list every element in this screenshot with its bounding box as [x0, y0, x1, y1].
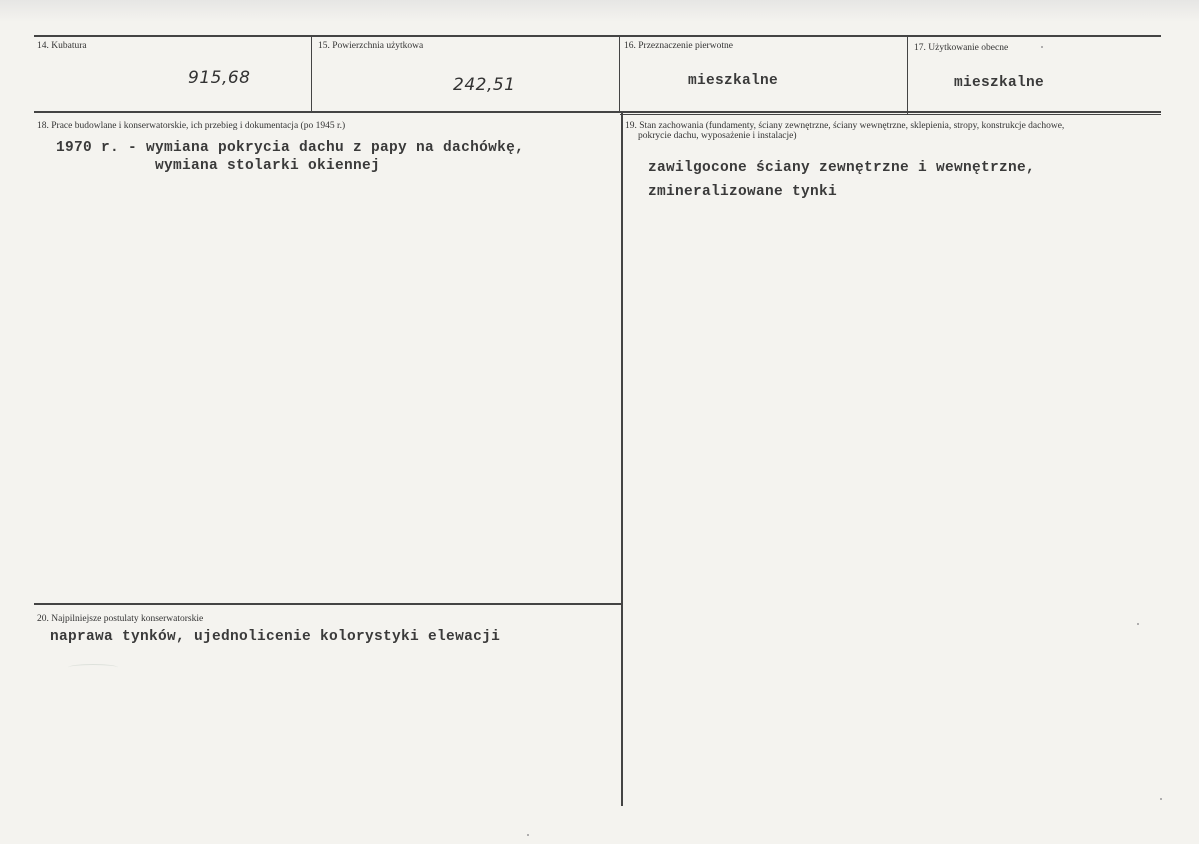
field14-value: 915,68: [188, 68, 251, 88]
field15-label: 15. Powierzchnia użytkowa: [318, 41, 424, 51]
field17-value: mieszkalne: [954, 75, 1045, 91]
faint-smudge: [68, 664, 118, 671]
speck-mark: [527, 834, 529, 836]
row1-bottom-line-right: [620, 114, 1161, 115]
divider-14-15: [311, 35, 312, 112]
field18-label: 18. Prace budowlane i konserwatorskie, ich przebieg i dokumentacja (po 1945 r.): [37, 121, 346, 131]
divider-15-16: [619, 35, 620, 112]
field20-line1: naprawa tynków, ujednolicenie kolorystyki elewacji: [50, 629, 501, 645]
speck-mark: [1137, 623, 1139, 625]
field20-label: 20. Najpilniejsze postulaty konserwatorskie: [37, 614, 204, 624]
field19-label-line2: pokrycie dachu, wyposażenie i instalacje): [638, 131, 797, 141]
row1-bottom-line: [34, 111, 1161, 113]
field16-label: 16. Przeznaczenie pierwotne: [624, 41, 733, 51]
field17-label: 17. Użytkowanie obecne: [914, 43, 1009, 53]
field19-line1: zawilgocone ściany zewnętrzne i wewnętrzne,: [648, 160, 1036, 176]
speck-mark: [1041, 46, 1043, 48]
speck-mark: [1160, 798, 1162, 800]
field19-label-line1: 19. Stan zachowania (fundamenty, ściany zewnętrzne, ściany wewnętrzne, sklepienia, stropy, konstrukcje dachowe,: [625, 121, 1065, 131]
field16-value: mieszkalne: [688, 73, 779, 89]
center-divider: [621, 112, 623, 806]
field18-line2: wymiana stolarki okiennej: [155, 158, 381, 174]
field18-line1: 1970 r. - wymiana pokrycia dachu z papy na dachówkę,: [56, 140, 525, 156]
top-border-line: [34, 35, 1161, 37]
divider-16-17: [907, 35, 908, 114]
page-edge-shadow: [0, 0, 1199, 22]
field19-line2: zmineralizowane tynki: [648, 184, 838, 200]
field14-label: 14. Kubatura: [37, 41, 87, 51]
field15-value: 242,51: [453, 75, 516, 95]
field18-bottom-line: [34, 603, 623, 605]
